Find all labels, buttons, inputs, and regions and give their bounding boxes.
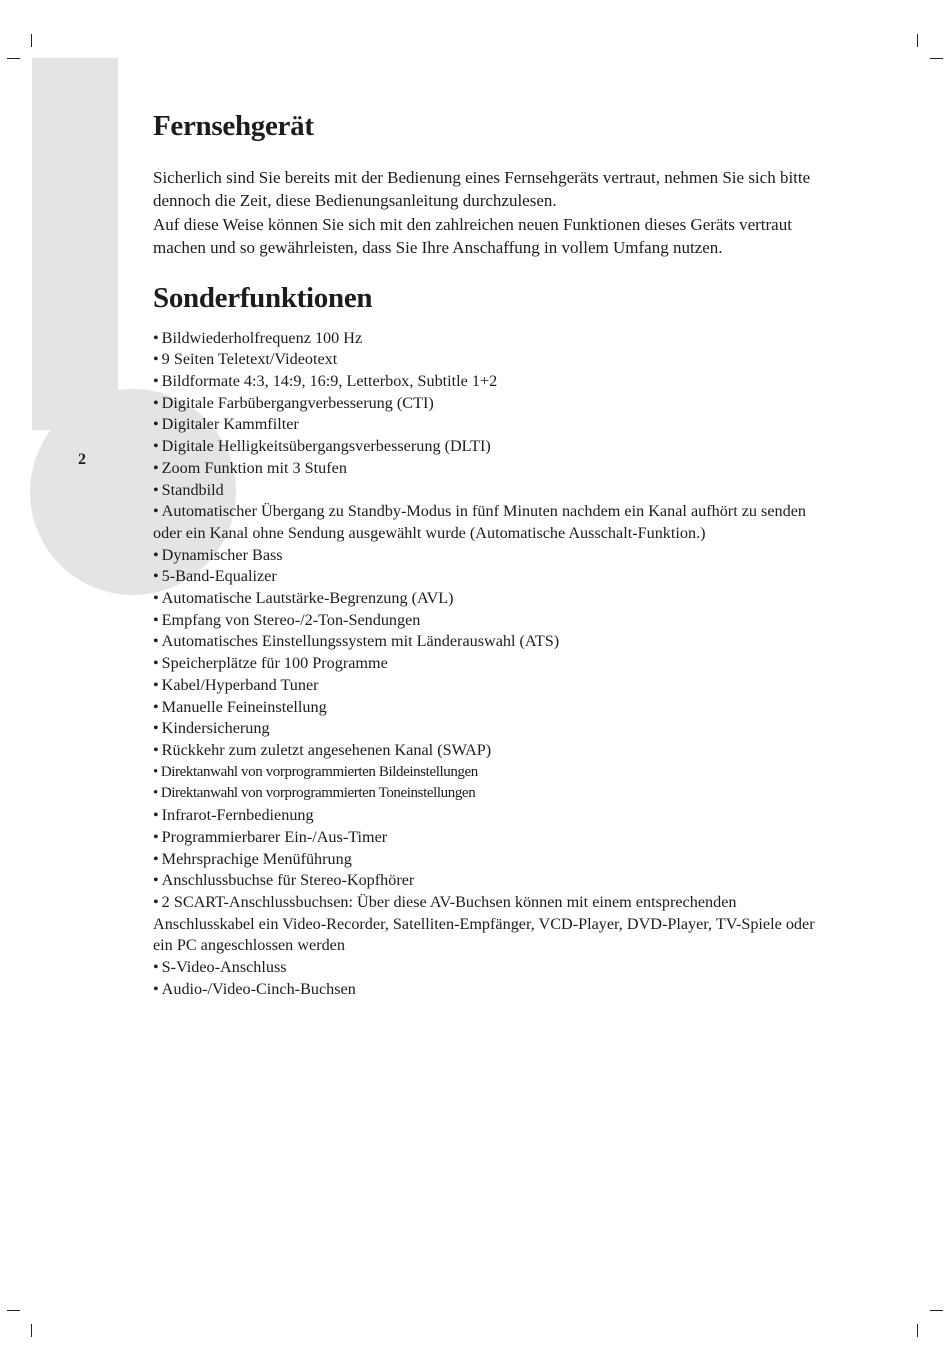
- feature-text: Bildwiederholfrequenz 100 Hz: [161, 328, 363, 347]
- feature-list-item: [153, 718, 823, 740]
- feature-list-item: [153, 957, 823, 979]
- feature-list-item: [153, 783, 823, 805]
- bullet-marker: •: [153, 827, 159, 846]
- bullet-marker: •: [153, 372, 159, 391]
- bullet-marker: •: [153, 610, 159, 629]
- feature-text: Digitaler Kammfilter: [161, 415, 299, 434]
- bullet-marker: •: [153, 589, 159, 608]
- feature-list-item: [153, 501, 823, 544]
- feature-text: Digitale Farbübergangverbesserung (CTI): [161, 393, 434, 412]
- feature-text: Automatische Lautstärke-Begrenzung (AVL): [161, 589, 454, 608]
- crop-mark: [917, 1324, 918, 1337]
- bullet-marker: •: [153, 437, 159, 456]
- feature-list-item: [153, 631, 823, 653]
- feature-list-item: [153, 827, 823, 849]
- bullet-marker: •: [153, 502, 159, 521]
- feature-text: Kabel/Hyperband Tuner: [161, 675, 319, 694]
- bullet-marker: •: [153, 654, 159, 673]
- bullet-marker: •: [153, 480, 159, 499]
- feature-list-item: [153, 653, 823, 675]
- feature-text: Direktanwahl von vorprogrammierten Toneinstellungen: [160, 785, 476, 802]
- feature-list-item: [153, 979, 823, 1001]
- feature-text: Bildformate 4:3, 14:9, 16:9, Letterbox, Subtitle 1+2: [161, 372, 498, 391]
- feature-list-item: [153, 328, 823, 350]
- feature-text: Digitale Helligkeitsübergangsverbesserung (DLTI): [161, 437, 491, 456]
- section-title-sonderfunktionen: Sonderfunktionen: [153, 281, 373, 314]
- feature-list-item: [153, 610, 823, 632]
- feature-text: Manuelle Feineinstellung: [161, 697, 327, 716]
- bullet-marker: •: [153, 763, 158, 780]
- feature-text: 5-Band-Equalizer: [161, 567, 277, 586]
- feature-text: Anschlussbuchse für Stereo-Kopfhörer: [161, 871, 415, 890]
- bullet-marker: •: [153, 719, 159, 738]
- crop-mark: [31, 34, 32, 47]
- feature-list-item: [153, 697, 823, 719]
- feature-text: Infrarot-Fernbedienung: [161, 806, 314, 825]
- feature-list-item: [153, 371, 823, 393]
- crop-mark: [31, 1324, 32, 1337]
- bullet-marker: •: [153, 806, 159, 825]
- feature-list-item: [153, 675, 823, 697]
- section-title-fernsehgeraet: Fernsehgerät: [153, 110, 314, 142]
- bullet-marker: •: [153, 545, 159, 564]
- crop-mark: [7, 1310, 20, 1311]
- crop-mark: [930, 58, 943, 59]
- feature-text: 9 Seiten Teletext/Videotext: [161, 350, 338, 369]
- crop-mark: [917, 34, 918, 47]
- feature-text: Speicherplätze für 100 Programme: [161, 654, 388, 673]
- bullet-marker: •: [153, 785, 158, 802]
- feature-list-item: [153, 588, 823, 610]
- feature-text: Rückkehr zum zuletzt angesehenen Kanal (SWAP): [161, 740, 492, 759]
- feature-text: Audio-/Video-Cinch-Buchsen: [161, 979, 356, 998]
- crop-mark: [930, 1310, 943, 1311]
- feature-text: Standbild: [161, 480, 224, 499]
- bullet-marker: •: [153, 871, 159, 890]
- page-content: [153, 108, 823, 1000]
- intro-text: [153, 166, 823, 260]
- bullet-marker: •: [153, 675, 159, 694]
- feature-text: Automatisches Einstellungssystem mit Länderauswahl (ATS): [161, 632, 560, 651]
- feature-text: 2 SCART-Anschlussbuchsen: Über diese AV-Buchsen können mit einem entsprechenden Anschlusskabel ein Video-Recorder, Satelliten-Empfänger, VCD-Player, DVD-Player, TV-Spiele oder ein PC angeschlossen werden: [153, 892, 815, 955]
- side-bar-decoration: [32, 58, 118, 430]
- feature-text: Automatischer Übergang zu Standby-Modus in fünf Minuten nachdem ein Kanal aufhört zu senden oder ein Kanal ohne Sendung ausgewählt wurde (Automatische Ausschalt-Funktion.): [153, 502, 807, 542]
- feature-list-item: [153, 849, 823, 871]
- feature-list-item: [153, 458, 823, 480]
- feature-list-item: [153, 545, 823, 567]
- feature-list-item: [153, 480, 823, 502]
- bullet-marker: •: [153, 958, 159, 977]
- bullet-marker: •: [153, 892, 159, 911]
- feature-text: Zoom Funktion mit 3 Stufen: [161, 458, 347, 477]
- feature-list: [153, 328, 823, 1001]
- feature-list-item: [153, 740, 823, 762]
- feature-list-item: [153, 762, 823, 784]
- intro-paragraph: Auf diese Weise können Sie sich mit den zahlreichen neuen Funktionen dieses Geräts vertraut machen und so gewährleisten, dass Sie Ihre Anschaffung in vollem Umfang nutzen.: [153, 214, 792, 258]
- bullet-marker: •: [153, 979, 159, 998]
- bullet-marker: •: [153, 328, 159, 347]
- feature-text: Kindersicherung: [161, 719, 270, 738]
- feature-text: Dynamischer Bass: [161, 545, 283, 564]
- page-number: 2: [78, 451, 86, 468]
- bullet-marker: •: [153, 415, 159, 434]
- bullet-marker: •: [153, 697, 159, 716]
- feature-list-item: [153, 805, 823, 827]
- feature-text: S-Video-Anschluss: [161, 958, 287, 977]
- feature-list-item: [153, 870, 823, 892]
- feature-text: Empfang von Stereo-/2-Ton-Sendungen: [161, 610, 421, 629]
- feature-list-item: [153, 414, 823, 436]
- bullet-marker: •: [153, 458, 159, 477]
- feature-list-item: [153, 566, 823, 588]
- feature-text: Direktanwahl von vorprogrammierten Bildeinstellungen: [160, 763, 478, 780]
- bullet-marker: •: [153, 393, 159, 412]
- bullet-marker: •: [153, 632, 159, 651]
- feature-list-item: [153, 349, 823, 371]
- feature-list-item: [153, 436, 823, 458]
- bullet-marker: •: [153, 350, 159, 369]
- intro-paragraph: Sicherlich sind Sie bereits mit der Bedienung eines Fernsehgeräts vertraut, nehmen Sie sich bitte dennoch die Zeit, diese Bedienungsanleitung durchzulesen.: [153, 168, 811, 211]
- feature-text: Mehrsprachige Menüführung: [161, 849, 352, 868]
- bullet-marker: •: [153, 849, 159, 868]
- feature-text: Programmierbarer Ein-/Aus-Timer: [161, 827, 388, 846]
- crop-mark: [7, 58, 20, 59]
- bullet-marker: •: [153, 567, 159, 586]
- feature-list-item: [153, 393, 823, 415]
- feature-list-item: [153, 892, 823, 957]
- bullet-marker: •: [153, 740, 159, 759]
